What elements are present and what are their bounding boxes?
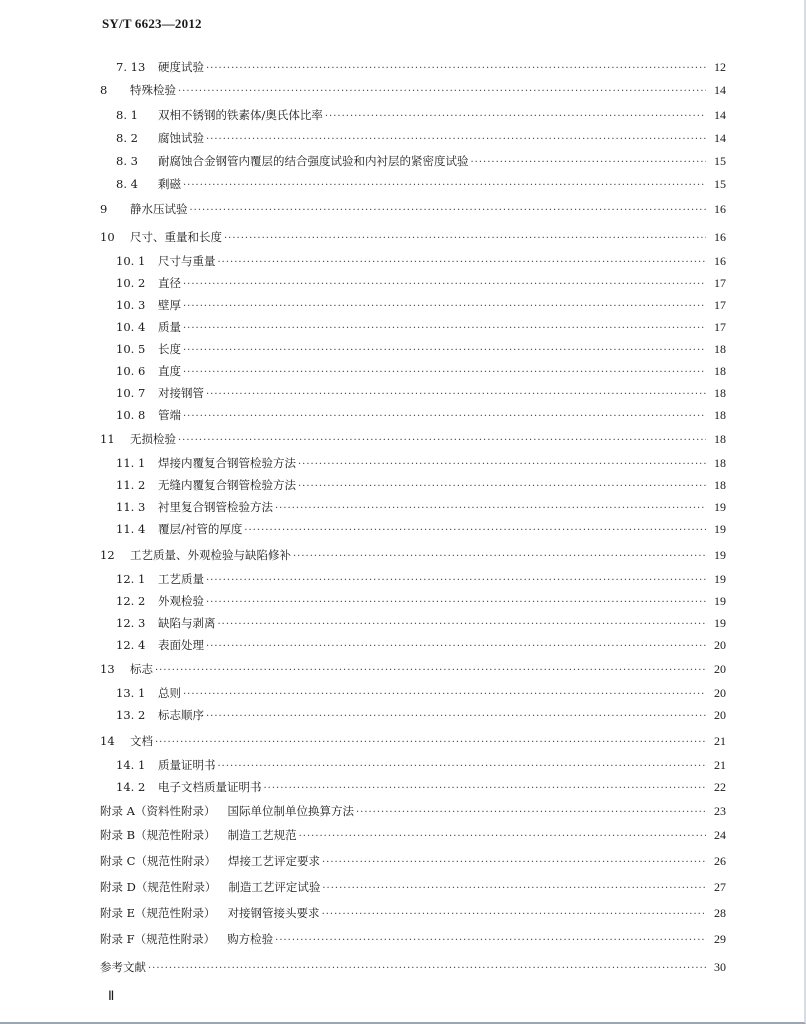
toc-entry-title: 直度 — [158, 364, 181, 378]
toc-entry-page: 22 — [714, 780, 726, 794]
toc-entry[interactable] — [116, 406, 726, 424]
toc-dot-leader — [183, 342, 706, 360]
toc-dot-leader — [148, 960, 706, 978]
toc-entry-number: 10. 3 — [116, 298, 146, 312]
toc-dot-leader — [206, 131, 706, 149]
toc-entry[interactable] — [116, 318, 726, 336]
toc-entry-page: 19 — [714, 500, 726, 514]
toc-entry-number: 10. 7 — [116, 386, 146, 400]
toc-entry-page: 21 — [714, 758, 726, 772]
toc-entry-page: 30 — [714, 960, 726, 974]
toc-entry[interactable] — [116, 706, 726, 724]
toc-entry-number: 13. 1 — [116, 686, 146, 700]
toc-dot-leader — [275, 500, 706, 518]
toc-entry-title: 工艺质量 — [158, 572, 204, 586]
toc-entry[interactable] — [100, 802, 726, 820]
toc-entry-number: 12. 3 — [116, 616, 146, 630]
toc-entry-title: 壁厚 — [158, 298, 181, 312]
page-number: Ⅱ — [108, 988, 115, 1003]
toc-dot-leader — [244, 522, 706, 540]
toc-entry-page: 23 — [714, 804, 726, 818]
toc-entry-page: 14 — [714, 83, 726, 97]
toc-entry-title: 静水压试验 — [130, 202, 188, 216]
toc-dot-leader — [218, 616, 707, 634]
standard-code: SY/T 6623—2012 — [102, 16, 202, 31]
toc-entry-title: 特殊检验 — [130, 83, 176, 97]
toc-entry[interactable] — [116, 498, 726, 516]
toc-entry-number: 12. 4 — [116, 638, 146, 652]
toc-entry-number: 10. 8 — [116, 408, 146, 422]
toc-entry-page: 14 — [714, 108, 726, 122]
toc-entry-page: 18 — [714, 364, 726, 378]
toc-dot-leader — [183, 364, 706, 382]
toc-entry-title: 制造工艺规范 — [227, 828, 297, 842]
toc-dot-leader — [206, 594, 706, 612]
toc-dot-leader — [183, 686, 706, 704]
toc-entry[interactable] — [116, 570, 726, 588]
toc-entry-title: 覆层/衬管的厚度 — [158, 522, 243, 536]
toc-entry-title: 长度 — [158, 342, 181, 356]
toc-dot-leader — [155, 662, 706, 680]
toc-entry-page: 19 — [714, 548, 726, 562]
toc-entry-page: 21 — [714, 734, 726, 748]
toc-dot-leader — [275, 932, 706, 950]
toc-entry-number: 13 — [100, 662, 115, 676]
toc-dot-leader — [322, 854, 706, 872]
toc-entry-page: 16 — [714, 254, 726, 268]
toc-entry[interactable] — [100, 852, 726, 870]
toc-entry[interactable] — [116, 296, 726, 314]
toc-dot-leader — [224, 230, 706, 248]
toc-dot-leader — [322, 880, 706, 898]
toc-entry-page: 15 — [714, 154, 726, 168]
toc-entry-page: 14 — [714, 131, 726, 145]
toc-dot-leader — [325, 108, 706, 126]
toc-entry-title: 表面处理 — [158, 638, 204, 652]
toc-entry-page: 29 — [714, 932, 726, 946]
toc-entry-number: 附录 E（规范性附录） — [100, 906, 216, 920]
toc-entry-number: 14. 2 — [116, 780, 146, 794]
toc-dot-leader — [183, 276, 706, 294]
toc-entry-number: 10. 2 — [116, 276, 146, 290]
toc-entry-page: 18 — [714, 386, 726, 400]
toc-dot-leader — [183, 298, 706, 316]
toc-entry-number: 10. 1 — [116, 254, 146, 268]
toc-entry[interactable] — [116, 274, 726, 292]
toc-entry-number: 12. 2 — [116, 594, 146, 608]
toc-entry[interactable] — [116, 362, 726, 380]
toc-entry-page: 18 — [714, 456, 726, 470]
toc-entry-title: 外观检验 — [158, 594, 204, 608]
toc-entry[interactable] — [116, 340, 726, 358]
toc-dot-leader — [206, 638, 706, 656]
toc-entry-title: 缺陷与剥离 — [158, 616, 216, 630]
toc-dot-leader — [190, 202, 707, 220]
toc-entry-title: 衬里复合钢管检验方法 — [158, 500, 273, 514]
toc-dot-leader — [322, 906, 706, 924]
toc-entry-number: 11. 1 — [116, 456, 146, 470]
toc-entry[interactable] — [116, 476, 726, 494]
toc-entry[interactable] — [100, 660, 726, 678]
toc-entry[interactable] — [116, 106, 726, 124]
toc-entry[interactable] — [116, 636, 726, 654]
toc-entry-title: 文档 — [130, 734, 153, 748]
toc-entry[interactable] — [100, 81, 726, 99]
toc-entry-title: 工艺质量、外观检验与缺陷修补 — [130, 548, 291, 562]
toc-entry-number: 附录 D（规范性附录） — [100, 880, 217, 894]
toc-entry-page: 20 — [714, 708, 726, 722]
toc-entry-page: 19 — [714, 616, 726, 630]
toc-entry[interactable] — [116, 520, 726, 538]
toc-entry-page: 20 — [714, 686, 726, 700]
toc-entry-title: 购方检验 — [227, 932, 274, 946]
toc-entry-page: 17 — [714, 298, 726, 312]
toc-entry-page: 12 — [714, 60, 726, 74]
toc-entry[interactable] — [116, 756, 726, 774]
toc-entry-number: 11. 3 — [116, 500, 146, 514]
toc-dot-leader — [264, 780, 707, 798]
toc-entry-title: 尺寸、重量和长度 — [130, 230, 222, 244]
toc-entry-title: 参考文献 — [100, 960, 146, 974]
toc-entry[interactable] — [116, 778, 726, 796]
toc-dot-leader — [206, 386, 706, 404]
toc-entry[interactable] — [116, 152, 726, 170]
toc-entry-title: 焊接内覆复合钢管检验方法 — [158, 456, 296, 470]
toc-entry-page: 18 — [714, 408, 726, 422]
toc-entry-number: 8 — [100, 83, 108, 97]
toc-entry-title: 焊接工艺评定要求 — [227, 854, 320, 868]
toc-entry-title: 双相不锈钢的铁素体/奥氏体比率 — [158, 108, 323, 122]
toc-entry-page: 19 — [714, 572, 726, 586]
toc-entry-number: 10 — [100, 230, 115, 244]
toc-entry[interactable] — [100, 228, 726, 246]
toc-entry-number: 10. 5 — [116, 342, 146, 356]
toc-entry-page: 19 — [714, 594, 726, 608]
toc-entry-number: 11. 2 — [116, 478, 146, 492]
toc-dot-leader — [206, 708, 706, 726]
toc-entry[interactable] — [116, 252, 726, 270]
toc-entry-page: 16 — [714, 230, 726, 244]
toc-entry[interactable] — [116, 129, 726, 147]
toc-entry-number: 12 — [100, 548, 115, 562]
toc-entry[interactable] — [116, 454, 726, 472]
toc-entry-page: 17 — [714, 320, 726, 334]
toc-entry-title: 质量 — [158, 320, 181, 334]
toc-dot-leader — [471, 154, 707, 172]
toc-entry-page: 20 — [714, 662, 726, 676]
toc-entry-page: 17 — [714, 276, 726, 290]
toc-entry-title: 制造工艺评定试验 — [228, 880, 321, 894]
toc-entry-page: 18 — [714, 342, 726, 356]
toc-entry-number: 14. 1 — [116, 758, 146, 772]
toc-entry-number: 8. 4 — [116, 177, 138, 191]
toc-entry-number: 7. 13 — [116, 60, 146, 74]
toc-entry[interactable] — [100, 732, 726, 750]
toc-dot-leader — [155, 734, 706, 752]
toc-entry-title: 对接钢管 — [158, 386, 204, 400]
toc-entry[interactable] — [100, 546, 726, 564]
toc-entry-title: 直径 — [158, 276, 181, 290]
toc-entry-number: 12. 1 — [116, 572, 146, 586]
toc-entry-title: 剩磁 — [158, 177, 181, 191]
toc-dot-leader — [178, 83, 706, 101]
toc-entry-number: 14 — [100, 734, 115, 748]
toc-dot-leader — [178, 432, 706, 450]
toc-entry-page: 16 — [714, 202, 726, 216]
toc-entry-title: 总则 — [158, 686, 181, 700]
toc-entry[interactable] — [116, 614, 726, 632]
toc-entry[interactable] — [100, 878, 726, 896]
toc-entry-page: 19 — [714, 522, 726, 536]
toc-dot-leader — [218, 758, 707, 776]
toc-entry-number: 附录 F（规范性附录） — [100, 932, 216, 946]
toc-entry-title: 标志 — [130, 662, 153, 676]
toc-entry-number: 11. 4 — [116, 522, 146, 536]
toc-entry-title: 质量证明书 — [158, 758, 216, 772]
toc-entry[interactable] — [116, 175, 726, 193]
toc-entry[interactable] — [100, 904, 726, 922]
toc-entry-number: 9 — [100, 202, 108, 216]
toc-entry-number: 附录 A（资料性附录） — [100, 804, 216, 818]
toc-dot-leader — [356, 804, 706, 822]
toc-entry-title: 管端 — [158, 408, 181, 422]
toc-entry-number: 11 — [100, 432, 115, 446]
toc-dot-leader — [183, 320, 706, 338]
toc-entry-number: 10. 4 — [116, 320, 146, 334]
toc-entry-title: 无缝内覆复合钢管检验方法 — [158, 478, 296, 492]
toc-entry-title: 硬度试验 — [158, 60, 204, 74]
toc-entry-page: 15 — [714, 177, 726, 191]
toc-entry-number: 13. 2 — [116, 708, 146, 722]
toc-entry[interactable] — [116, 592, 726, 610]
toc-entry-page: 26 — [714, 854, 726, 868]
toc-dot-leader — [293, 548, 706, 566]
toc-entry[interactable] — [100, 200, 726, 218]
toc-entry[interactable] — [116, 384, 726, 402]
toc-entry-number: 附录 C（规范性附录） — [100, 854, 216, 868]
toc-entry-page: 18 — [714, 432, 726, 446]
toc-entry[interactable] — [100, 958, 726, 976]
toc-entry[interactable] — [100, 430, 726, 448]
toc-dot-leader — [183, 408, 706, 426]
toc-entry[interactable] — [116, 684, 726, 702]
toc-dot-leader — [298, 456, 706, 474]
toc-entry[interactable] — [100, 930, 726, 948]
toc-entry-number: 8. 2 — [116, 131, 138, 145]
toc-entry-title: 尺寸与重量 — [158, 254, 216, 268]
toc-entry-page: 24 — [714, 828, 726, 842]
toc-entry[interactable] — [100, 826, 726, 844]
toc-dot-leader — [206, 572, 706, 590]
toc-dot-leader — [183, 177, 706, 195]
toc-entry-title: 对接钢管接头要求 — [227, 906, 320, 920]
toc-entry-title: 耐腐蚀合金钢管内覆层的结合强度试验和内衬层的紧密度试验 — [158, 154, 469, 168]
toc-entry-number: 8. 1 — [116, 108, 138, 122]
toc-entry[interactable] — [116, 58, 726, 76]
toc-entry-title: 国际单位制单位换算方法 — [227, 804, 354, 818]
toc-entry-title: 腐蚀试验 — [158, 131, 204, 145]
toc-dot-leader — [206, 60, 706, 78]
toc-entry-number: 附录 B（规范性附录） — [100, 828, 216, 842]
toc-dot-leader — [218, 254, 707, 272]
toc-entry-number: 8. 3 — [116, 154, 138, 168]
toc-entry-page: 18 — [714, 478, 726, 492]
toc-entry-number: 10. 6 — [116, 364, 146, 378]
toc-dot-leader — [298, 478, 706, 496]
toc-entry-title: 电子文档质量证明书 — [158, 780, 262, 794]
toc-entry-page: 20 — [714, 638, 726, 652]
toc-dot-leader — [299, 828, 706, 846]
toc-entry-title: 标志顺序 — [158, 708, 204, 722]
toc-entry-page: 28 — [714, 906, 726, 920]
toc-entry-page: 27 — [714, 880, 726, 894]
toc-entry-title: 无损检验 — [130, 432, 176, 446]
